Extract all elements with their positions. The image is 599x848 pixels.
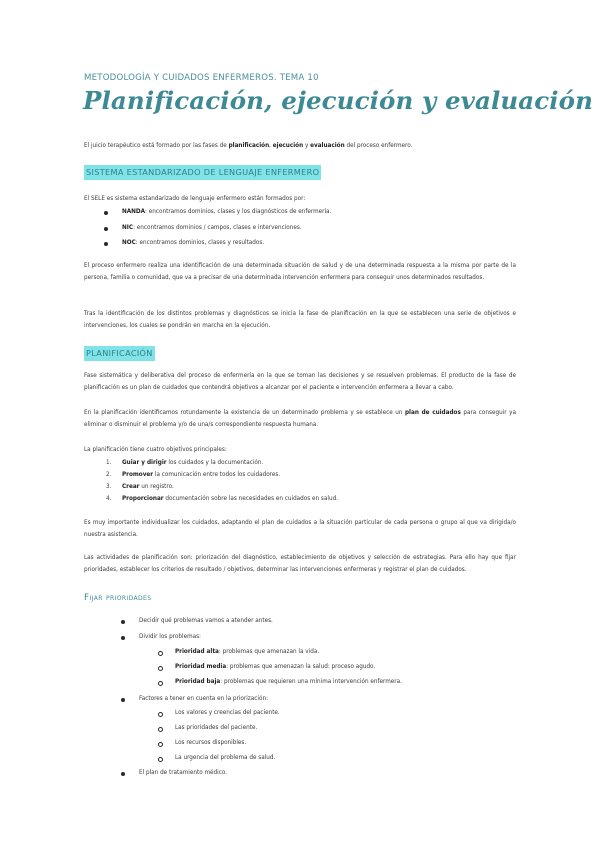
list-item: NIC: encontramos dominios / campos, clases e intervenciones. [122, 225, 302, 231]
list-item: Dividir los problemas: [139, 634, 201, 640]
paragraph: Es muy importante individualizar los cuidados, adaptando el plan de cuidados a la situación particular de cada persona o grupo al que va dirigida/o nuestra asistencia. [84, 520, 516, 539]
list-number: 4. [106, 496, 112, 502]
section-heading-planificacion: PLANIFICACIÓN [84, 346, 155, 361]
hollow-bullet-icon [158, 666, 163, 671]
hollow-bullet-icon [158, 681, 163, 686]
list-number: 1. [106, 460, 112, 466]
list-item: Factores a tener en cuenta en la priorización: [139, 696, 268, 702]
list-item: Proporcionar documentación sobre las necesidades en cuidados en salud. [122, 496, 338, 502]
sub-list-item: Los valores y creencias del paciente. [175, 710, 280, 716]
sub-list-item: Prioridad media: problemas que amenazan la salud: proceso agudo. [175, 664, 376, 670]
sub-list-item: La urgencia del problema de salud. [175, 755, 276, 761]
sub-list-item: Los recursos disponibles. [175, 740, 247, 746]
sele-lead: El SELE es sistema estandarizado de lenguaje enfermero están formados por: [84, 196, 306, 202]
sub-list-item: Prioridad alta: problemas que amenazan la vida. [175, 649, 320, 655]
list-number: 2. [106, 472, 112, 478]
paragraph: Tras la identificación de los distintos problemas y diagnósticos se inicia la fase de planificación en la que se establecen una serie de objetivos e intervenciones, los cuales se pondrán en marcha en la ejecución. [84, 311, 516, 330]
list-item: Guiar y dirigir los cuidados y la documentación. [122, 460, 264, 466]
paragraph: El proceso enfermero realiza una identificación de una determinada situación de salud y de una determinada respuesta a la misma por parte de la persona, familia o comunidad, que va a precisar de una determinada intervención enfermera para conseguir unos determinados resultados. [84, 263, 516, 282]
bullet-icon [121, 698, 125, 702]
bullet-icon [104, 242, 108, 246]
bullet-icon [121, 772, 125, 776]
hollow-bullet-icon [158, 651, 163, 656]
sub-list-item: Prioridad baja: problemas que requieren una mínima intervención enfermera. [175, 679, 402, 685]
list-number: 3. [106, 484, 112, 490]
bullet-icon [121, 636, 125, 640]
hollow-bullet-icon [158, 727, 163, 732]
hollow-bullet-icon [158, 712, 163, 717]
paragraph: Fase sistemática y deliberativa del proceso de enfermería en la que se toman las decisiones y se resuelven problemas. El producto de la fase de planificación es un plan de cuidados que contendrá objetivos a alcanzar por el paciente e intervención enfermera a llevar a cabo. [84, 373, 516, 392]
sub-list-item: Las prioridades del paciente. [175, 725, 258, 731]
paragraph: La planificación tiene cuatro objetivos principales: [84, 447, 227, 453]
section-heading-fijar-prioridades: Fijar prioridades [84, 593, 152, 603]
course-subtitle: METODOLOGÍA Y CUIDADOS ENFERMEROS. TEMA 10 [84, 73, 319, 83]
paragraph: Las actividades de planificación son: priorización del diagnóstico, establecimiento de objetivos y selección de estrategias. Para ello hay que fijar prioridades, establecer los criterios de resultado / objetivos, determinar las intervenciones enfermeras y registrar el plan de cuidados. [84, 555, 516, 574]
bullet-icon [104, 227, 108, 231]
list-item: Crear un registro. [122, 484, 174, 490]
paragraph: En la planificación identificamos rotundamente la existencia de un determinado problema y se establece un plan de cuidados para conseguir ya eliminar o disminuir el problema y/o de una/s correspondiente respuesta humana. [84, 410, 516, 429]
hollow-bullet-icon [158, 742, 163, 747]
list-item: Decidir qué problemas vamos a atender antes. [139, 618, 273, 624]
bullet-icon [104, 211, 108, 215]
page-title: Planificación, ejecución y evaluación [83, 86, 594, 115]
bullet-icon [121, 620, 125, 624]
section-heading-sele: SISTEMA ESTANDARIZADO DE LENGUAJE ENFERMERO [84, 165, 321, 180]
hollow-bullet-icon [158, 757, 163, 762]
intro-paragraph: El juicio terapéutico está formado por las fases de planificación, ejecución y evaluación del proceso enfermero. [84, 143, 413, 149]
list-item: NANDA: encontramos dominios, clases y los diagnósticos de enfermería. [122, 209, 332, 215]
list-item: Promover la comunicación entre todos los cuidadores. [122, 472, 281, 478]
list-item: NOC: encontramos dominios, clases y resultados. [122, 240, 265, 246]
list-item: El plan de tratamiento médico. [139, 770, 228, 776]
